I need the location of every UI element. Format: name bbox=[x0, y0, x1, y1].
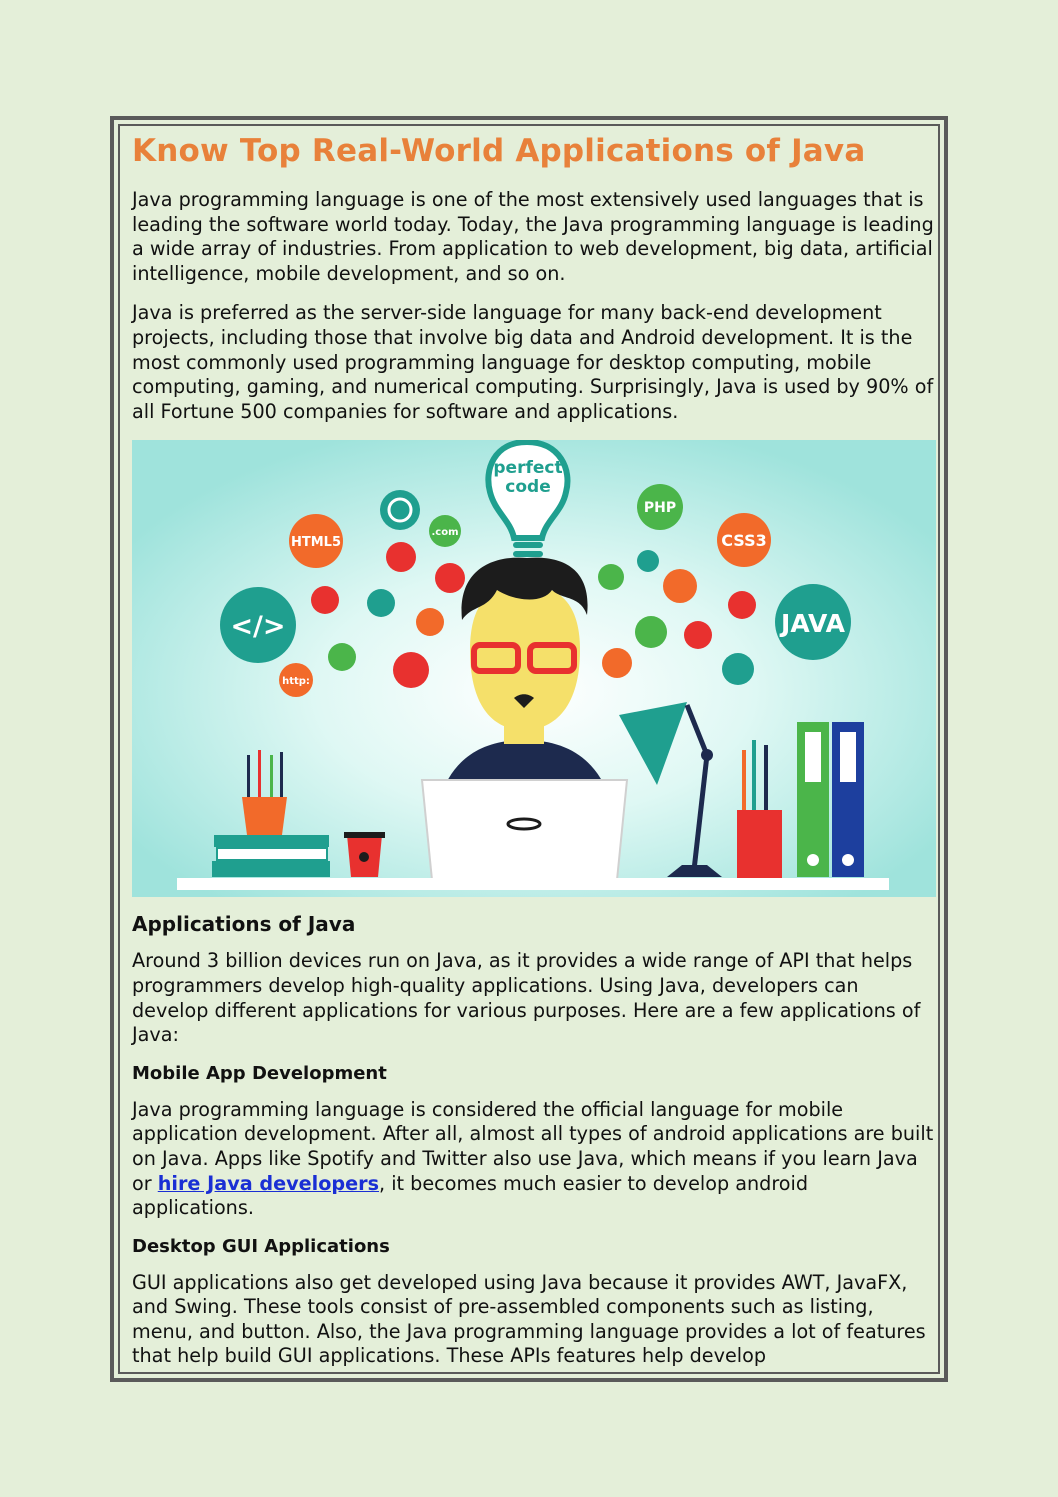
intro-paragraph-1: Java programming language is one of the most extensively used languages that is leading the software world today. Today, the Java programming language is leading a wide array of industries. From application to web development, big data, artificial intelligence, mobile development, and so on. bbox=[132, 188, 934, 285]
html5-text: HTML5 bbox=[290, 535, 342, 551]
mobile-heading: Mobile App Development bbox=[132, 1062, 387, 1084]
dotcom-badge bbox=[429, 515, 461, 547]
mobile-paragraph bbox=[132, 1098, 936, 1221]
http-badge bbox=[279, 663, 313, 697]
hire-java-developers-link[interactable]: hire Java developers bbox=[157, 1171, 380, 1195]
intro-paragraph-2: Java is preferred as the server-side language for many back-end development projects, including those that involve big data and Android development. It is the most commonly used programming language for desktop computing, mobile computing, gaming, and numerical computing. Surprisingly, Java is used by 90% of all Fortune 500 companies for software and applications. bbox=[132, 301, 934, 423]
php-badge bbox=[637, 484, 683, 530]
section-paragraph: Around 3 billion devices run on Java, as it provides a wide range of API that helps programmers develop high-quality applications. Using Java, developers can develop different applications for various purposes. Here are a few applications of Java: bbox=[132, 949, 921, 1047]
desktop-paragraph: GUI applications also get developed using Java because it provides AWT, JavaFX, and Swing. These tools consist of pre-assembled components such as listing, menu, and button. Also, the Java programming language provides a lot of features that help build GUI applications. These APIs features help develop bbox=[132, 1270, 926, 1368]
settings-icon bbox=[637, 550, 659, 572]
code-tag-badge bbox=[220, 587, 296, 663]
headset-icon bbox=[635, 616, 667, 648]
java-badge bbox=[775, 584, 851, 660]
code-tag-text: </> bbox=[230, 611, 286, 643]
mobile-text-after-link: , it becomes much easier to develop android applications. bbox=[132, 1171, 809, 1220]
desk-surface bbox=[177, 878, 889, 890]
upload-icon bbox=[328, 643, 356, 671]
tag-icon bbox=[684, 621, 712, 649]
section-heading: Applications of Java bbox=[132, 912, 356, 937]
html5-badge bbox=[289, 514, 343, 568]
cloud-icon bbox=[416, 608, 444, 636]
monitor-icon bbox=[602, 648, 632, 678]
link-icon bbox=[367, 589, 395, 617]
magnifier-icon bbox=[598, 564, 624, 590]
css3-badge bbox=[717, 513, 771, 567]
mobile-text-before-link: Java programming language is considered the official language for mobile application development. After all, almost all types of android applications are built on Java. Apps like Spotify and Twitter also use Java, which means if you learn Java or bbox=[132, 1097, 934, 1195]
arrows-icon bbox=[311, 586, 339, 614]
dot-icon-1 bbox=[728, 591, 756, 619]
bulb-text-perfect: perfect bbox=[493, 458, 563, 479]
dotcom-text: .com bbox=[431, 527, 459, 539]
server-icon bbox=[393, 652, 429, 688]
article-frame-inner bbox=[118, 124, 940, 1374]
developer-illustration bbox=[132, 440, 936, 897]
article-content bbox=[132, 132, 936, 1369]
book-stack-icon bbox=[212, 835, 330, 877]
chat-icon bbox=[386, 542, 416, 572]
article-title: Know Top Real-World Applications of Java bbox=[132, 133, 866, 169]
rings-icon bbox=[722, 653, 754, 685]
globe-icon bbox=[380, 490, 420, 530]
laptop-icon bbox=[422, 780, 627, 880]
article-frame-outer bbox=[110, 116, 948, 1382]
calculator-icon bbox=[663, 569, 697, 603]
bulb-text-code: code bbox=[505, 477, 551, 498]
http-text: http: bbox=[282, 676, 310, 688]
php-text: PHP bbox=[643, 500, 677, 517]
java-text: JAVA bbox=[781, 609, 845, 639]
desktop-heading: Desktop GUI Applications bbox=[132, 1235, 390, 1257]
window-icon bbox=[435, 563, 465, 593]
css3-text: CSS3 bbox=[721, 531, 767, 551]
